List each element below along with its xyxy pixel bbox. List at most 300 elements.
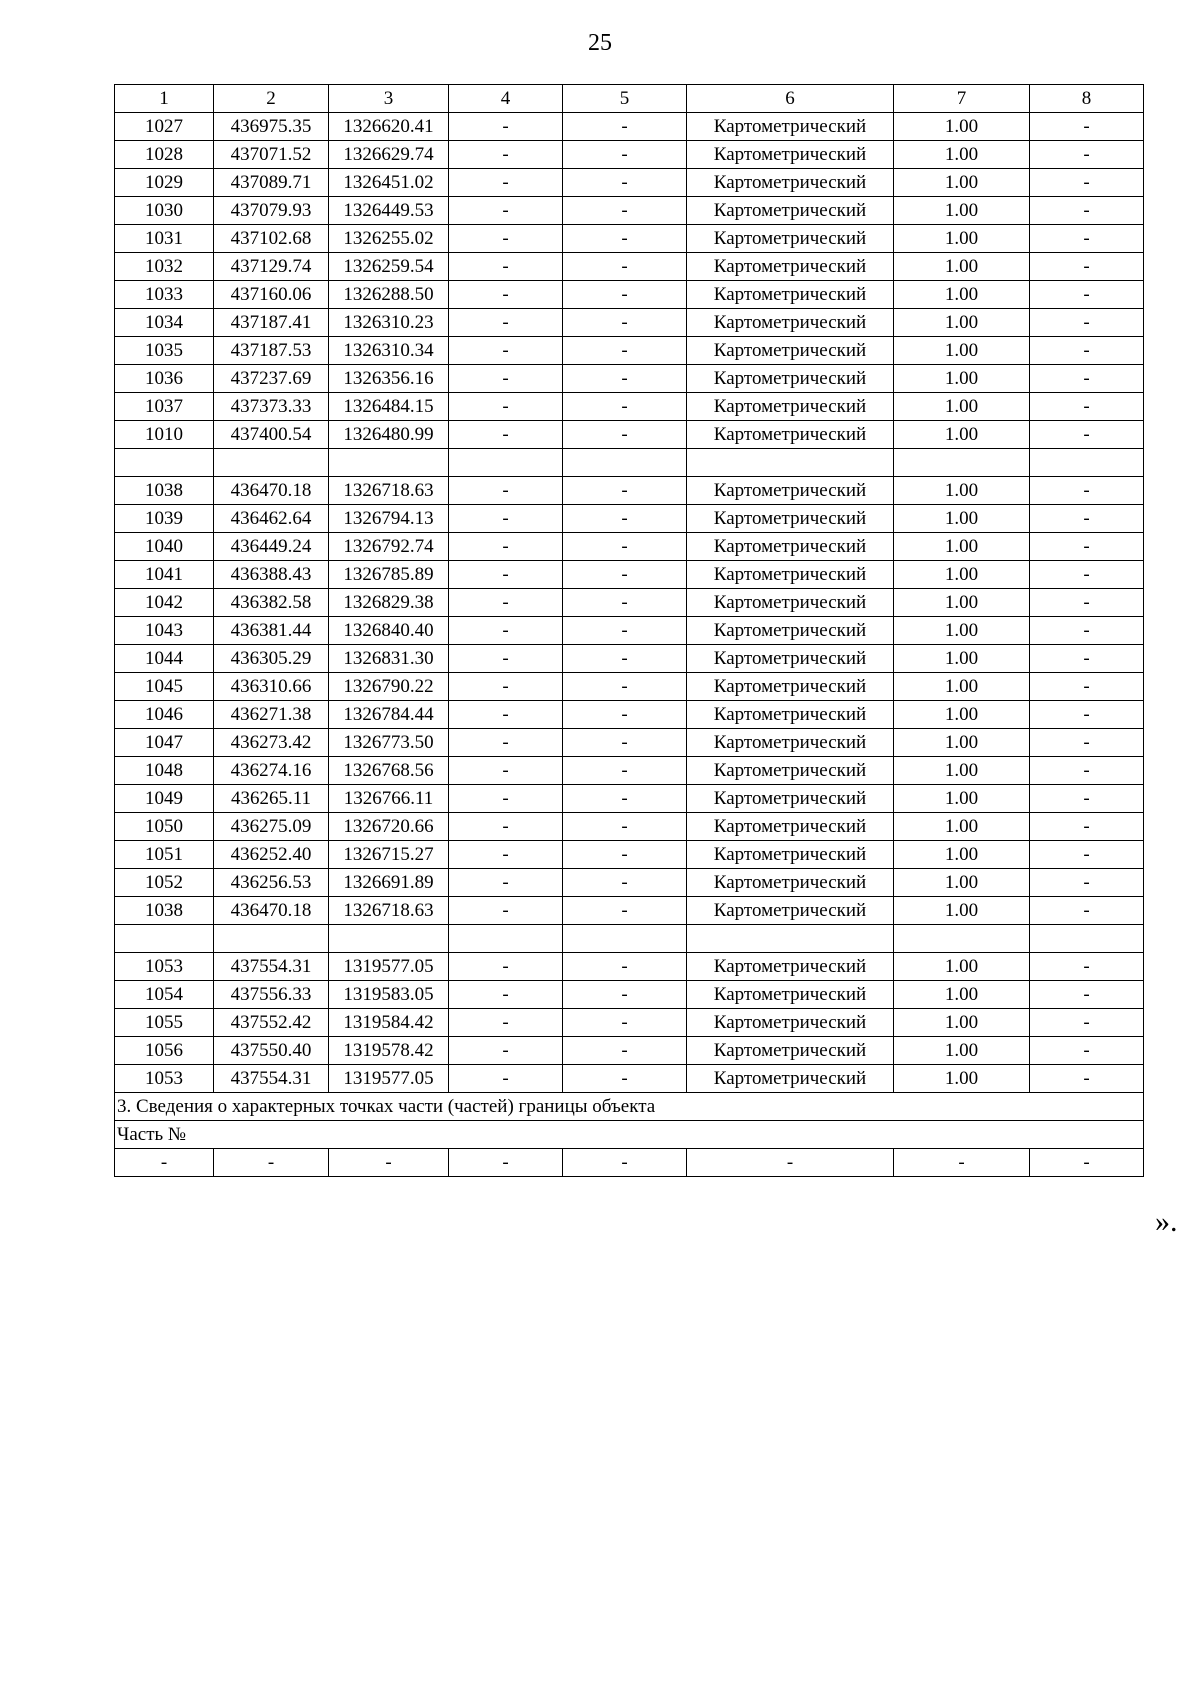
table-cell-col-8	[1030, 449, 1144, 477]
table-cell-col-5: -	[563, 645, 687, 673]
table-cell-col-1: 1037	[115, 393, 214, 421]
table-cell-col-4: -	[449, 729, 563, 757]
table-cell-col-5: -	[563, 841, 687, 869]
table-cell-col-3: 1326449.53	[329, 197, 449, 225]
table-cell-col-3: 1326718.63	[329, 477, 449, 505]
table-row	[115, 197, 1144, 225]
table-cell-col-3	[329, 925, 449, 953]
table-cell-col-2: 436274.16	[214, 757, 329, 785]
table-cell-col-4: -	[449, 421, 563, 449]
table-cell-col-3: 1319577.05	[329, 953, 449, 981]
table-cell-col-7: 1.00	[894, 981, 1030, 1009]
table-cell-col-3: 1326792.74	[329, 533, 449, 561]
table-cell-col-2: 437554.31	[214, 953, 329, 981]
table-cell-col-2: 437089.71	[214, 169, 329, 197]
table-cell-col-2: 436310.66	[214, 673, 329, 701]
table-cell-col-6: Картометрический	[687, 897, 894, 925]
table-cell-col-8: -	[1030, 785, 1144, 813]
table-cell-col-8: -	[1030, 1149, 1144, 1177]
table-row	[115, 169, 1144, 197]
table-cell-col-5: -	[563, 141, 687, 169]
table-cell-col-5: -	[563, 1149, 687, 1177]
table-cell-col-3: 1326790.22	[329, 673, 449, 701]
table-cell-col-6: Картометрический	[687, 1037, 894, 1065]
table-cell-col-4: -	[449, 645, 563, 673]
table-cell-col-2: 437102.68	[214, 225, 329, 253]
table-cell-col-4: -	[449, 953, 563, 981]
table-cell-col-5	[563, 449, 687, 477]
table-cell-col-6: Картометрический	[687, 953, 894, 981]
table-cell-col-4: -	[449, 225, 563, 253]
table-cell-col-7: 1.00	[894, 1037, 1030, 1065]
table-cell-col-1: 1029	[115, 169, 214, 197]
table-cell-col-4: -	[449, 505, 563, 533]
table-cell-col-6: Картометрический	[687, 281, 894, 309]
table-cell-col-7: 1.00	[894, 393, 1030, 421]
table-row	[115, 673, 1144, 701]
table-cell-col-1: 1047	[115, 729, 214, 757]
table-row	[115, 253, 1144, 281]
table-cell-col-8: -	[1030, 1037, 1144, 1065]
table-cell-col-6: Картометрический	[687, 141, 894, 169]
table-cell-col-5: -	[563, 1065, 687, 1093]
table-cell-col-7: 1.00	[894, 645, 1030, 673]
table-row	[115, 141, 1144, 169]
table-cell-col-4: -	[449, 197, 563, 225]
table-cell-col-6: Картометрический	[687, 561, 894, 589]
table-cell-col-8: -	[1030, 253, 1144, 281]
table-cell-col-7: 1.00	[894, 197, 1030, 225]
table-cell-col-5: -	[563, 309, 687, 337]
table-cell-col-4: -	[449, 1009, 563, 1037]
table-cell-col-3: 1326794.13	[329, 505, 449, 533]
table-cell-col-6: Картометрический	[687, 589, 894, 617]
table-cell-col-1: 1027	[115, 113, 214, 141]
table-cell-col-6: Картометрический	[687, 477, 894, 505]
table-row	[115, 561, 1144, 589]
table-cell-col-4: -	[449, 617, 563, 645]
table-row	[115, 953, 1144, 981]
table-cell-col-7: 1.00	[894, 617, 1030, 645]
table-cell-col-4: -	[449, 981, 563, 1009]
table-cell-col-1: 1039	[115, 505, 214, 533]
table-cell-col-2: 437160.06	[214, 281, 329, 309]
table-cell-col-8: -	[1030, 337, 1144, 365]
table-cell-col-6: Картометрический	[687, 1065, 894, 1093]
table-row	[115, 421, 1144, 449]
table-cell-col-6: Картометрический	[687, 841, 894, 869]
table-cell-col-1: 1032	[115, 253, 214, 281]
table-cell-col-7: 1.00	[894, 365, 1030, 393]
table-cell-col-5: -	[563, 617, 687, 645]
table-cell-col-6: Картометрический	[687, 757, 894, 785]
table-cell-col-3: -	[329, 1149, 449, 1177]
table-cell-col-2	[214, 449, 329, 477]
table-cell-col-7: 1.00	[894, 533, 1030, 561]
table-cell-col-2: 437237.69	[214, 365, 329, 393]
table-cell-col-3: 1326310.23	[329, 309, 449, 337]
table-cell-col-1: 1052	[115, 869, 214, 897]
table-cell-col-2: 437187.41	[214, 309, 329, 337]
table-cell-col-5: -	[563, 729, 687, 757]
table-cell-col-7: 1.00	[894, 953, 1030, 981]
table-cell-col-8: -	[1030, 645, 1144, 673]
table-cell-col-6	[687, 925, 894, 953]
table-cell-col-8: -	[1030, 841, 1144, 869]
table-cell-col-1: 1034	[115, 309, 214, 337]
table-row	[115, 813, 1144, 841]
table-cell-col-1: 1035	[115, 337, 214, 365]
table-cell-col-5: -	[563, 869, 687, 897]
table-cell-col-3: 1326691.89	[329, 869, 449, 897]
table-cell-col-8	[1030, 925, 1144, 953]
table-cell-col-7: 7	[894, 85, 1030, 113]
table-row	[115, 729, 1144, 757]
table-cell-col-4: -	[449, 1149, 563, 1177]
table-cell-col-2: 436381.44	[214, 617, 329, 645]
table-body	[115, 85, 1144, 1177]
table-cell-col-8: -	[1030, 169, 1144, 197]
table-cell-col-7: 1.00	[894, 477, 1030, 505]
table-cell-col-6: Картометрический	[687, 253, 894, 281]
table-cell-col-2: 437552.42	[214, 1009, 329, 1037]
table-cell-col-5: -	[563, 253, 687, 281]
table-row	[115, 617, 1144, 645]
table-cell-col-8: -	[1030, 393, 1144, 421]
table-cell-col-5: -	[563, 533, 687, 561]
table-cell-col-1: -	[115, 1149, 214, 1177]
table-cell-col-1: 1048	[115, 757, 214, 785]
table-cell-col-1: 1053	[115, 1065, 214, 1093]
table-cell-col-8: -	[1030, 1065, 1144, 1093]
table-cell-col-7: 1.00	[894, 169, 1030, 197]
table-cell-col-3: 3	[329, 85, 449, 113]
table-row	[115, 393, 1144, 421]
table-cell-col-4: -	[449, 533, 563, 561]
table-cell-col-4	[449, 449, 563, 477]
table-cell-col-7: 1.00	[894, 869, 1030, 897]
table-cell-col-2: 436449.24	[214, 533, 329, 561]
table-cell-col-1: 1045	[115, 673, 214, 701]
table-cell-col-4: -	[449, 365, 563, 393]
table-cell-col-7: 1.00	[894, 561, 1030, 589]
table-cell-col-7: 1.00	[894, 841, 1030, 869]
table-cell-col-4: -	[449, 113, 563, 141]
table-cell-col-2: 436265.11	[214, 785, 329, 813]
table-row	[115, 645, 1144, 673]
table-cell-col-4: -	[449, 1037, 563, 1065]
table-cell-col-5: -	[563, 169, 687, 197]
section-title-row-text: 3. Сведения о характерных точках части (частей) границы объекта	[115, 1093, 1144, 1121]
table-cell-col-5: -	[563, 953, 687, 981]
table-row	[115, 701, 1144, 729]
table-cell-col-4: -	[449, 561, 563, 589]
table-cell-col-2: 437556.33	[214, 981, 329, 1009]
table-cell-col-4: -	[449, 141, 563, 169]
table-cell-col-2: 437187.53	[214, 337, 329, 365]
table-cell-col-6: Картометрический	[687, 813, 894, 841]
separator-row	[115, 925, 1144, 953]
table-cell-col-8: -	[1030, 141, 1144, 169]
table-cell-col-2: 437129.74	[214, 253, 329, 281]
table-cell-col-8: -	[1030, 197, 1144, 225]
table-row	[115, 1065, 1144, 1093]
table-cell-col-3: 1326773.50	[329, 729, 449, 757]
table-cell-col-6: Картометрический	[687, 393, 894, 421]
table-cell-col-7	[894, 449, 1030, 477]
table-cell-col-5: -	[563, 673, 687, 701]
table-cell-col-3: 1326259.54	[329, 253, 449, 281]
table-cell-col-2: 436305.29	[214, 645, 329, 673]
table-cell-col-8: -	[1030, 421, 1144, 449]
table-cell-col-5: -	[563, 393, 687, 421]
table-row	[115, 981, 1144, 1009]
table-cell-col-8: -	[1030, 309, 1144, 337]
table-cell-col-6: Картометрический	[687, 869, 894, 897]
table-cell-col-7: 1.00	[894, 281, 1030, 309]
table-cell-col-3: 1326785.89	[329, 561, 449, 589]
table-cell-col-3: 1326255.02	[329, 225, 449, 253]
table-row	[115, 841, 1144, 869]
table-cell-col-6: -	[687, 1149, 894, 1177]
table-cell-col-5: -	[563, 225, 687, 253]
table-cell-col-1	[115, 925, 214, 953]
table-cell-col-2: 436975.35	[214, 113, 329, 141]
table-cell-col-7: 1.00	[894, 673, 1030, 701]
table-cell-col-3: 1326766.11	[329, 785, 449, 813]
table-row	[115, 477, 1144, 505]
table-cell-col-3: 1319577.05	[329, 1065, 449, 1093]
table-cell-col-7: 1.00	[894, 225, 1030, 253]
section-title-row	[115, 1093, 1144, 1121]
table-cell-col-5: -	[563, 337, 687, 365]
table-cell-col-4: -	[449, 253, 563, 281]
table-cell-col-3: 1326629.74	[329, 141, 449, 169]
table-cell-col-8: -	[1030, 281, 1144, 309]
table-cell-col-7: 1.00	[894, 897, 1030, 925]
table-cell-col-2: 437373.33	[214, 393, 329, 421]
table-cell-col-7	[894, 925, 1030, 953]
table-row	[115, 533, 1144, 561]
table-cell-col-4: -	[449, 813, 563, 841]
table-cell-col-8: -	[1030, 1009, 1144, 1037]
table-row	[115, 1037, 1144, 1065]
table-cell-col-4: -	[449, 757, 563, 785]
table-cell-col-1: 1043	[115, 617, 214, 645]
table-cell-col-3: 1326829.38	[329, 589, 449, 617]
table-cell-col-3: 1319583.05	[329, 981, 449, 1009]
table-cell-col-5: -	[563, 421, 687, 449]
table-cell-col-5: -	[563, 701, 687, 729]
table-cell-col-4: -	[449, 701, 563, 729]
table-cell-col-3: 1326288.50	[329, 281, 449, 309]
table-cell-col-7: 1.00	[894, 729, 1030, 757]
table-cell-col-7: 1.00	[894, 1009, 1030, 1037]
table-cell-col-2: 437554.31	[214, 1065, 329, 1093]
table-cell-col-4: -	[449, 337, 563, 365]
table-cell-col-8: -	[1030, 477, 1144, 505]
table-cell-col-1: 1041	[115, 561, 214, 589]
table-cell-col-3: 1326480.99	[329, 421, 449, 449]
table-cell-col-6: Картометрический	[687, 981, 894, 1009]
table-cell-col-1: 1038	[115, 477, 214, 505]
table-cell-col-1	[115, 449, 214, 477]
table-cell-col-5: -	[563, 197, 687, 225]
table-cell-col-1: 1056	[115, 1037, 214, 1065]
table-cell-col-6: Картометрический	[687, 421, 894, 449]
table-cell-col-8: -	[1030, 617, 1144, 645]
table-cell-col-5: -	[563, 365, 687, 393]
part-label-row	[115, 1121, 1144, 1149]
table-cell-col-6: Картометрический	[687, 701, 894, 729]
table-cell-col-3: 1326451.02	[329, 169, 449, 197]
table-cell-col-4: -	[449, 897, 563, 925]
table-cell-col-1: 1040	[115, 533, 214, 561]
table-cell-col-6: Картометрический	[687, 197, 894, 225]
table-cell-col-5: -	[563, 561, 687, 589]
table-cell-col-2: 436388.43	[214, 561, 329, 589]
table-cell-col-3: 1326484.15	[329, 393, 449, 421]
coordinates-table	[114, 84, 1144, 1177]
table-row	[115, 505, 1144, 533]
table-cell-col-2: 437550.40	[214, 1037, 329, 1065]
table-cell-col-8: -	[1030, 897, 1144, 925]
table-cell-col-6: Картометрический	[687, 617, 894, 645]
table-cell-col-6: Картометрический	[687, 309, 894, 337]
table-cell-col-6: Картометрический	[687, 113, 894, 141]
table-cell-col-5	[563, 925, 687, 953]
table-cell-col-5: -	[563, 281, 687, 309]
table-cell-col-2: 436470.18	[214, 897, 329, 925]
table-row	[115, 281, 1144, 309]
table-cell-col-6: Картометрический	[687, 169, 894, 197]
table-row	[115, 897, 1144, 925]
table-cell-col-2: -	[214, 1149, 329, 1177]
table-cell-col-6: Картометрический	[687, 533, 894, 561]
table-cell-col-5: -	[563, 897, 687, 925]
table-cell-col-1: 1038	[115, 897, 214, 925]
table-row	[115, 869, 1144, 897]
table-cell-col-8: -	[1030, 729, 1144, 757]
separator-row	[115, 449, 1144, 477]
table-cell-col-3: 1326720.66	[329, 813, 449, 841]
table-row	[115, 113, 1144, 141]
table-cell-col-8: -	[1030, 533, 1144, 561]
table-cell-col-7: 1.00	[894, 701, 1030, 729]
table-cell-col-6	[687, 449, 894, 477]
page-number: 25	[588, 30, 612, 56]
table-cell-col-5: -	[563, 757, 687, 785]
table-cell-col-4: -	[449, 169, 563, 197]
table-row	[115, 309, 1144, 337]
table-cell-col-2: 436256.53	[214, 869, 329, 897]
table-cell-col-7: -	[894, 1149, 1030, 1177]
table-cell-col-8: -	[1030, 225, 1144, 253]
table-cell-col-5: -	[563, 505, 687, 533]
table-row	[115, 589, 1144, 617]
table-cell-col-1: 1046	[115, 701, 214, 729]
table-cell-col-8: -	[1030, 505, 1144, 533]
table-cell-col-4: -	[449, 477, 563, 505]
table-cell-col-8: -	[1030, 365, 1144, 393]
table-cell-col-2: 436382.58	[214, 589, 329, 617]
table-cell-col-3: 1326310.34	[329, 337, 449, 365]
table-cell-col-3: 1326840.40	[329, 617, 449, 645]
table-cell-col-1: 1044	[115, 645, 214, 673]
table-cell-col-5: -	[563, 785, 687, 813]
table-cell-col-6: Картометрический	[687, 729, 894, 757]
table-cell-col-4: -	[449, 673, 563, 701]
table-cell-col-6: Картометрический	[687, 225, 894, 253]
table-cell-col-8: -	[1030, 589, 1144, 617]
table-cell-col-3: 1326715.27	[329, 841, 449, 869]
table-cell-col-1: 1050	[115, 813, 214, 841]
table-cell-col-7: 1.00	[894, 505, 1030, 533]
table-cell-col-1: 1049	[115, 785, 214, 813]
table-cell-col-2: 436275.09	[214, 813, 329, 841]
table-cell-col-3	[329, 449, 449, 477]
table-row	[115, 785, 1144, 813]
table-header-row	[115, 85, 1144, 113]
dash-row	[115, 1149, 1144, 1177]
table-cell-col-4: 4	[449, 85, 563, 113]
table-cell-col-3: 1326831.30	[329, 645, 449, 673]
table-cell-col-3: 1326718.63	[329, 897, 449, 925]
table-row	[115, 1009, 1144, 1037]
table-cell-col-1: 1036	[115, 365, 214, 393]
table-cell-col-5: -	[563, 477, 687, 505]
table-cell-col-5: -	[563, 1009, 687, 1037]
closing-quote: ».	[1155, 1205, 1178, 1238]
table-cell-col-4	[449, 925, 563, 953]
table-cell-col-7: 1.00	[894, 1065, 1030, 1093]
table-cell-col-4: -	[449, 1065, 563, 1093]
table-cell-col-7: 1.00	[894, 309, 1030, 337]
table-cell-col-7: 1.00	[894, 813, 1030, 841]
table-cell-col-8: -	[1030, 673, 1144, 701]
table-cell-col-5: -	[563, 981, 687, 1009]
table-cell-col-2: 436273.42	[214, 729, 329, 757]
table-cell-col-1: 1051	[115, 841, 214, 869]
table-row	[115, 225, 1144, 253]
table-cell-col-7: 1.00	[894, 757, 1030, 785]
table-cell-col-1: 1042	[115, 589, 214, 617]
table-cell-col-8: -	[1030, 869, 1144, 897]
table-cell-col-8: -	[1030, 701, 1144, 729]
table-cell-col-3: 1326356.16	[329, 365, 449, 393]
table-cell-col-5: -	[563, 113, 687, 141]
table-cell-col-4: -	[449, 393, 563, 421]
table-cell-col-7: 1.00	[894, 141, 1030, 169]
table-cell-col-6: Картометрический	[687, 337, 894, 365]
table-cell-col-3: 1326768.56	[329, 757, 449, 785]
table-cell-col-6: Картометрический	[687, 1009, 894, 1037]
table-cell-col-2: 436271.38	[214, 701, 329, 729]
table-cell-col-5: -	[563, 1037, 687, 1065]
table-cell-col-7: 1.00	[894, 589, 1030, 617]
table-cell-col-3: 1319578.42	[329, 1037, 449, 1065]
table-cell-col-2: 436462.64	[214, 505, 329, 533]
table-cell-col-6: Картометрический	[687, 673, 894, 701]
table-cell-col-2: 437071.52	[214, 141, 329, 169]
table-cell-col-8: -	[1030, 953, 1144, 981]
table-cell-col-8: -	[1030, 813, 1144, 841]
table-cell-col-4: -	[449, 841, 563, 869]
table-row	[115, 757, 1144, 785]
table-cell-col-6: Картометрический	[687, 505, 894, 533]
table-cell-col-2	[214, 925, 329, 953]
table-cell-col-1: 1030	[115, 197, 214, 225]
